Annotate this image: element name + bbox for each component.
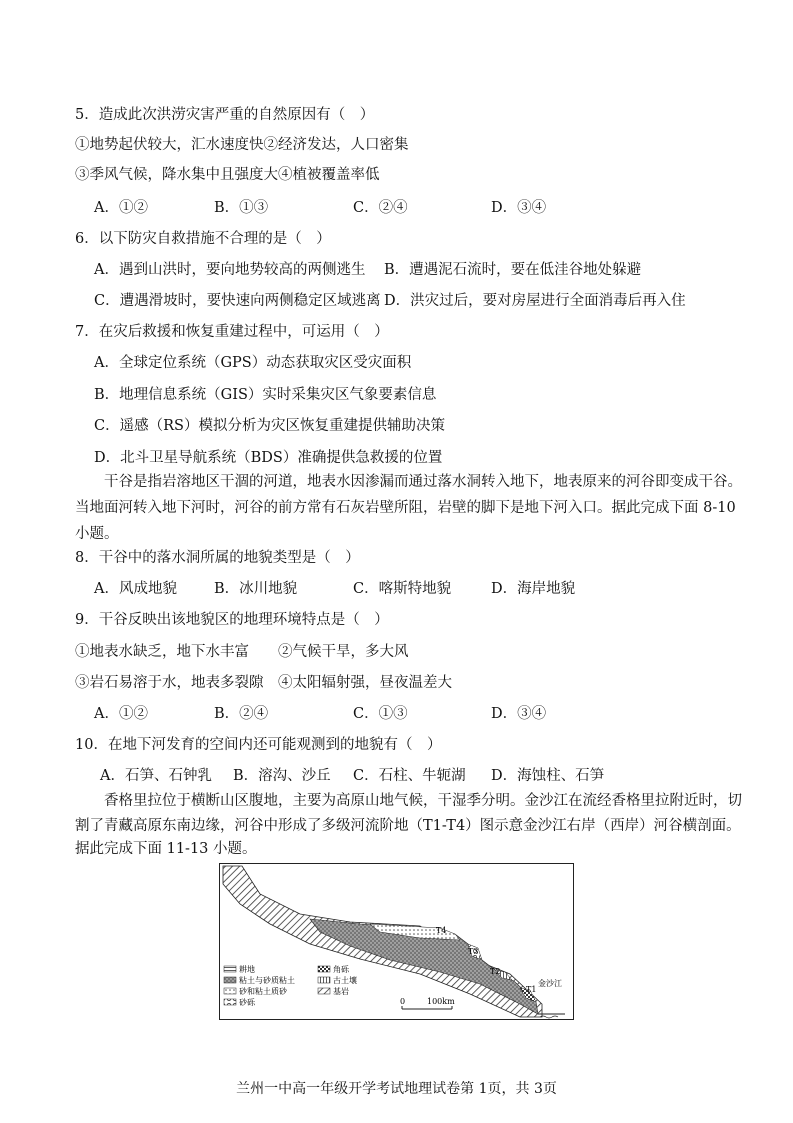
legend-swatch-paleosol [318, 977, 330, 983]
legend-swatch-breccia [318, 966, 330, 972]
legend-swatch-clay [224, 977, 236, 983]
q10-option-b: B．溶沟、沙丘 [233, 768, 331, 784]
q7-option-c: C．遥感（RS）模拟分析为灾区恢复重建提供辅助决策 [94, 418, 445, 434]
terrace-t3-label: T3 [468, 947, 479, 956]
q7-option-d: D．北斗卫星导航系统（BDS）准确提供急救援的位置 [94, 450, 443, 466]
q5-option-b: B．①③ [214, 200, 269, 216]
q10-option-a: A．石笋、石钟乳 [100, 768, 212, 784]
cross-section-svg [220, 864, 573, 1019]
q5-item-2: ③季风气候，降水集中且强度大④植被覆盖率低 [75, 167, 380, 183]
q9-option-d: D．③④ [491, 706, 547, 722]
q6-option-a: A．遇到山洪时，要向地势较高的两侧逃生 [94, 262, 366, 278]
legend-swatch-bedrock [318, 988, 330, 994]
q6-option-d: D．洪灾过后，要对房屋进行全面消毒后再入住 [384, 293, 686, 309]
q5-stem: 5．造成此次洪涝灾害严重的自然原因有（ ） [75, 107, 375, 123]
legend-bedrock: 基岩 [333, 987, 349, 996]
scale-distance: 100km [427, 997, 455, 1006]
q5-option-c: C．②④ [353, 200, 408, 216]
q10-option-c: C．石柱、牛轭湖 [353, 768, 466, 784]
page-footer: 兰州一中高一年级开学考试地理试卷第 1页，共 3页 [236, 1081, 557, 1097]
q8-option-b: B．冰川地貌 [214, 581, 298, 597]
scale-zero: 0 [400, 997, 406, 1006]
terrace-t4-label: T4 [436, 926, 447, 935]
q9-option-b: B．②④ [214, 706, 269, 722]
terrace-t1-label: T1 [526, 985, 537, 994]
q8-stem: 8．干谷中的落水洞所属的地貌类型是（ ） [75, 550, 360, 566]
q9-stem: 9．干谷反映出该地貌区的地理环境特点是（ ） [75, 612, 389, 628]
q9-option-a: A．①② [94, 706, 148, 722]
q9-option-c: C．①③ [353, 706, 408, 722]
passage-2-line-2: 割了青藏高原东南边缘，河谷中形成了多级河流阶地（T1-T4）图示意金沙江右岸（西岸）河谷横剖面。 [75, 818, 741, 834]
passage-1-line-2: 当地面河转入地下河时，河谷的前方常有石灰岩壁所阻，岩壁的脚下是地下河入口。据此完成下面 8-10 [75, 500, 736, 516]
q5-option-d: D．③④ [491, 200, 547, 216]
legend-gravel: 砂砾 [239, 998, 255, 1007]
passage-1-line-3: 小题。 [75, 526, 119, 542]
legend-swatch-farmland [224, 966, 236, 972]
legend-paleosol: 古土壤 [333, 976, 357, 985]
q10-stem: 10．在地下河发育的空间内还可能观测到的地貌有（ ） [75, 737, 442, 753]
passage-2-line-1: 香格里拉位于横断山区腹地，主要为高原山地气候，干湿季分明。金沙江在流经香格里拉附近时，切 [104, 793, 742, 809]
legend-swatch-gravel [224, 999, 236, 1005]
river-waves [540, 1016, 558, 1018]
valley-cross-section-figure [219, 863, 574, 1020]
legend [224, 964, 357, 1007]
q7-stem: 7．在灾后救援和恢复重建过程中，可运用（ ） [75, 324, 389, 340]
q7-option-a: A．全球定位系统（GPS）动态获取灾区受灾面积 [94, 355, 412, 371]
river-label: 金沙江 [538, 979, 562, 988]
q5-option-a: A．①② [94, 200, 148, 216]
q6-option-b: B．遭遇泥石流时，要在低洼谷地处躲避 [384, 262, 642, 278]
q9-item-2: ③岩石易溶于水，地表多裂隙 ④太阳辐射强，昼夜温差大 [75, 675, 452, 691]
terrace-t2-label: T2 [490, 967, 501, 976]
legend-clay: 粘土与砂质粘土 [239, 976, 295, 985]
q8-option-a: A．风成地貌 [94, 581, 177, 597]
legend-breccia: 角砾 [333, 965, 349, 974]
scale-bar [400, 997, 455, 1009]
q6-stem: 6．以下防灾自救措施不合理的是（ ） [75, 231, 331, 247]
q10-option-d: D．海蚀柱、石笋 [491, 768, 605, 784]
legend-sand: 砂和粘土质砂 [239, 987, 287, 996]
q6-option-c: C．遭遇滑坡时，要快速向两侧稳定区域逃离 [94, 293, 381, 309]
passage-1-line-1: 干谷是指岩溶地区干涸的河道，地表水因渗漏而通过落水洞转入地下，地表原来的河谷即变成干谷。 [104, 474, 742, 490]
passage-2-line-3: 据此完成下面 11-13 小题。 [75, 841, 257, 857]
q7-option-b: B．地理信息系统（GIS）实时采集灾区气象要素信息 [94, 387, 437, 403]
legend-swatch-sand [224, 988, 236, 994]
q9-item-1: ①地表水缺乏，地下水丰富 ②气候干旱，多大风 [75, 644, 409, 660]
q8-option-d: D．海岸地貌 [491, 581, 576, 597]
q8-option-c: C．喀斯特地貌 [353, 581, 452, 597]
legend-farmland: 耕地 [239, 965, 255, 974]
q5-item-1: ①地势起伏较大，汇水速度快②经济发达，人口密集 [75, 137, 409, 153]
